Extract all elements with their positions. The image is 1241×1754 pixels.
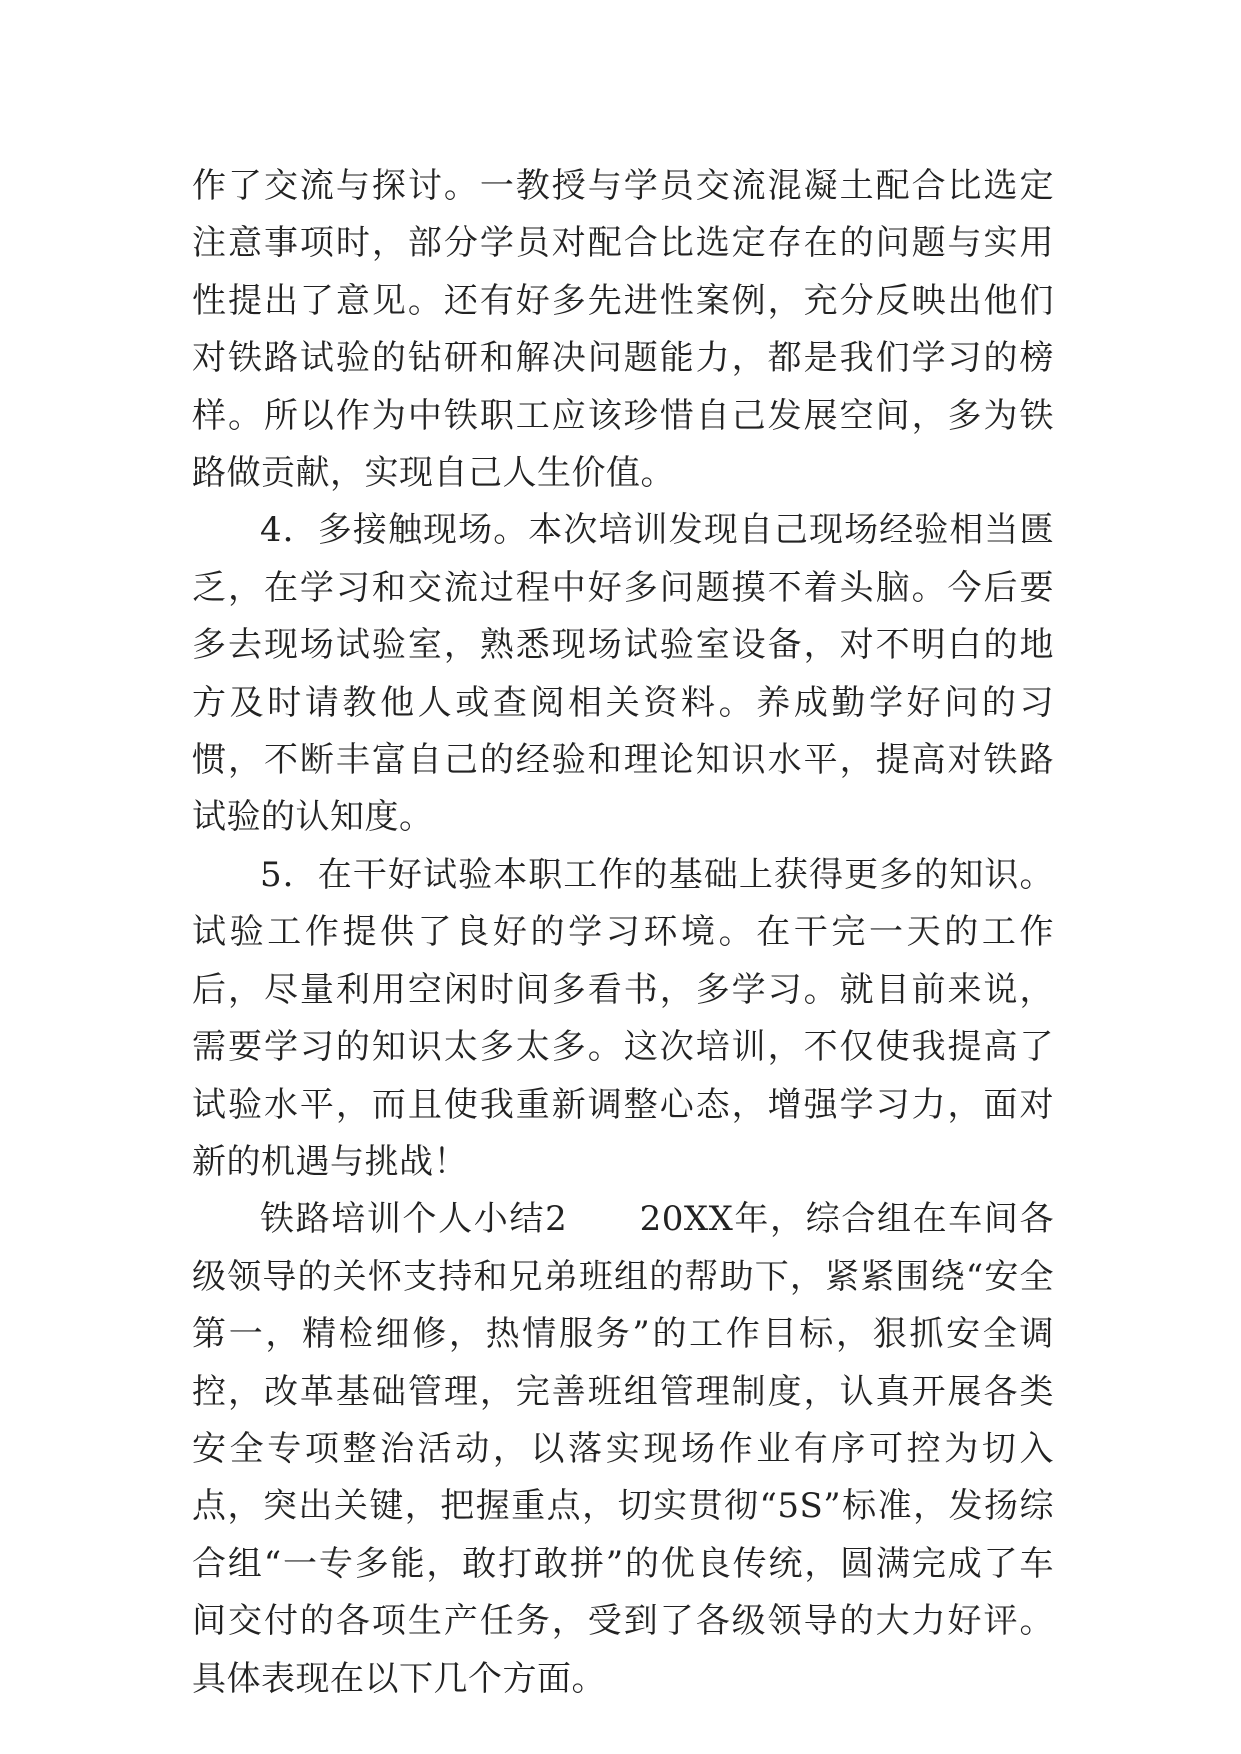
paragraph-summary-2: 铁路培训个人小结2 20XX年，综合组在车间各级领导的关怀支持和兄弟班组的帮助下，紧紧围绕“安全第一，精检细修，热情服务”的工作目标，狠抓安全调控，改革基础管理，完善班组管理制度，认真开展各类安全专项整治活动，以落实现场作业有序可控为切入点，突出关键，把握重点，切实贯彻“5S”标准，发扬综合组“一专多能，敢打敢拼”的优良传统，圆满完成了车间交付的各项生产任务，受到了各级领导的大力好评。具体表现在以下几个方面。: [192, 1199, 1054, 1699]
paragraph-item-4: 4．多接触现场。本次培训发现自己现场经验相当匮乏，在学习和交流过程中好多问题摸不着头脑。今后要多去现场试验室，熟悉现场试验室设备，对不明白的地方及时请教他人或查阅相关资料。养成勤学好问的习惯，不断丰富自己的经验和理论知识水平，提高对铁路试验的认知度。: [192, 510, 1054, 838]
paragraph-continuation: 作了交流与探讨。一教授与学员交流混凝土配合比选定注意事项时，部分学员对配合比选定存在的问题与实用性提出了意见。还有好多先进性案例，充分反映出他们对铁路试验的钻研和解决问题能力，都是我们学习的榜样。所以作为中铁职工应该珍惜自己发展空间，多为铁路做贡献，实现自己人生价值。: [192, 166, 1054, 494]
paragraph-item-5: 5．在干好试验本职工作的基础上获得更多的知识。试验工作提供了良好的学习环境。在干完一天的工作后，尽量利用空闲时间多看书，多学习。就目前来说，需要学习的知识太多太多。这次培训，不仅使我提高了试验水平，而且使我重新调整心态，增强学习力，面对新的机遇与挑战！: [192, 854, 1054, 1182]
document-body: [192, 158, 1054, 1708]
